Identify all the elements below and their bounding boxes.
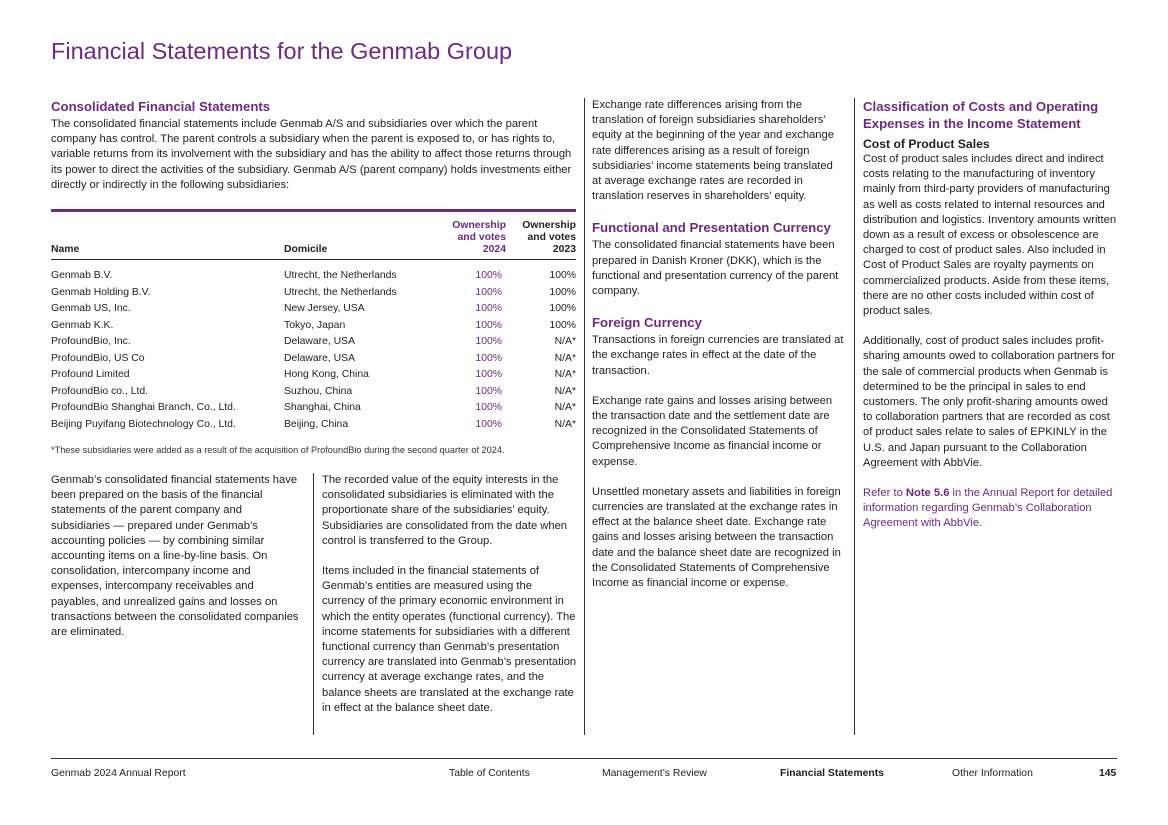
cell-ownership-2023: N/A* — [554, 418, 576, 430]
page-title: Financial Statements for the Genmab Group — [51, 38, 513, 64]
page-number: 145 — [1099, 768, 1117, 779]
cell-name: Profound Limited — [51, 369, 130, 380]
functional-currency-heading: Functional and Presentation Currency — [592, 220, 831, 236]
cell-ownership-2024: 100% — [475, 319, 502, 331]
table-row — [51, 285, 576, 302]
header-ownership-2023-text: Ownership and votes 2023 — [522, 220, 576, 255]
cell-ownership-2023: 100% — [549, 303, 576, 314]
cell-ownership-2024: 100% — [475, 369, 502, 380]
profit-sharing-text: Additionally, cost of product sales includes profit-sharing amounts owed to collaboration partners for the sale of commercial products when Genmab is determined to be the principal in sales to end customers. The only profit-sharing amounts owed to collaboration partners that are recorded as cost of product sales relate to sales of EPKINLY in the U.S. and Japan pursuant to the Collaboration Agreement with AbbVie. — [863, 335, 1115, 469]
consolidated-heading: Consolidated Financial Statements — [51, 99, 271, 114]
table-row — [51, 301, 576, 318]
footer-nav-other-information[interactable]: Other Information — [952, 768, 1033, 779]
header-domicile: Domicile — [284, 212, 430, 260]
cell-ownership-2024: 100% — [475, 336, 502, 347]
paragraph-gap — [863, 471, 1118, 486]
table-row — [51, 367, 576, 384]
table-row — [51, 384, 576, 401]
cell-name: Genmab Holding B.V. — [51, 286, 151, 298]
table-row — [51, 400, 576, 417]
column-3 — [592, 98, 844, 591]
cost-of-product-sales-subheading: Cost of Product Sales — [863, 137, 990, 151]
cell-domicile: Utrecht, the Netherlands — [284, 270, 397, 281]
footer-nav-table-of-contents[interactable]: Table of Contents — [449, 768, 530, 779]
cell-domicile: Delaware, USA — [284, 336, 356, 347]
cell-name: Beijing Puyifang Biotechnology Co., Ltd. — [51, 418, 236, 430]
column-divider-1 — [313, 473, 314, 735]
cell-domicile: New Jersey, USA — [284, 303, 365, 314]
cell-ownership-2023: 100% — [549, 286, 576, 298]
translation-reserves-text: Exchange rate differences arising from the translation of foreign subsidiaries shareholders’ equity at the beginning of the year and exchange rate differences arising as a result of foreign subsidiaries’ income statements being translated at average exchange rates are recorded in translation reserves in shareholders’ equity. — [592, 99, 834, 203]
cell-ownership-2023: N/A* — [554, 385, 576, 397]
cell-domicile: Shanghai, China — [284, 402, 361, 413]
cell-ownership-2024: 100% — [475, 418, 502, 430]
column-4 — [863, 98, 1118, 532]
cell-name: ProfoundBio Shanghai Branch, Co., Ltd. — [51, 402, 236, 413]
cell-domicile: Beijing, China — [284, 418, 349, 430]
cell-ownership-2024: 100% — [475, 402, 502, 413]
equity-elimination-text: The recorded value of the equity interests in the consolidated subsidiaries is eliminated with the proportionate share of the subsidiaries’ equity. Subsidiaries are consolidated from the date when control is transferred to the Group. — [322, 474, 568, 547]
functional-currency-measurement-text: Items included in the financial statements of Genmab’s entities are measured using the currency of the primary economic environment in which the entity operates (functional currency). The income statements for subsidiaries with a different functional currency than Genmab’s presentation currency are translated into Genmab’s presentation currency at average exchange rates, and the balance sheets are translated at the exchange rate in effect at the balance sheet date. — [322, 565, 577, 714]
consolidation-basis-text: Genmab’s consolidated financial statements have been prepared on the basis of the financial statements of the parent company and subsidiaries — prepared under Genmab’s accounting policies — by combining similar accounting items on a line-by-line basis. On consolidation, intercompany income and expenses, intercompany receivables and payables, and unrealized gains and losses on transactions between the consolidated companies are eliminated. — [51, 474, 299, 639]
cell-ownership-2024: 100% — [475, 352, 502, 364]
column-1 — [51, 473, 301, 640]
cell-ownership-2023: N/A* — [554, 352, 576, 364]
subsidiaries-table — [51, 209, 576, 433]
foreign-currency-text-2: Exchange rate gains and losses arising between the transaction date and the settlement date are recognized in the Consolidated Statements of Comprehensive Income as financial income or expense. — [592, 394, 833, 468]
paragraph-gap — [592, 470, 844, 485]
header-name: Name — [51, 212, 284, 260]
footer-rule — [51, 758, 1117, 759]
note-reference-post: in the Annual Report for detailed information regarding Genmab’s Collaboration Agreement with AbbVie. — [863, 487, 1113, 530]
cell-domicile: Delaware, USA — [284, 352, 356, 364]
cell-ownership-2024: 100% — [475, 303, 502, 314]
cell-ownership-2023: N/A* — [554, 402, 576, 413]
cell-ownership-2024: 100% — [475, 270, 502, 281]
table-footnote: *These subsidiaries were added as a result of the acquisition of ProfoundBio during the second quarter of 2024. — [51, 445, 505, 455]
note-reference-pre: Refer to — [863, 487, 906, 500]
foreign-currency-text-3: Unsettled monetary assets and liabilities in foreign currencies are translated at the exchange rates in effect at the balance sheet date. Exchange rate gains and losses arising between the transaction date and the balance sheet date are recognized in the Consolidated Statements of Comprehensive Income as financial income or expense. — [592, 485, 841, 590]
cost-classification-heading: Classification of Costs and Operating Expenses in the Income Statement — [863, 99, 1099, 131]
paragraph-gap — [592, 299, 844, 314]
cell-ownership-2024: 100% — [475, 385, 502, 397]
table-row — [51, 417, 576, 434]
table-row — [51, 351, 576, 368]
cell-domicile: Utrecht, the Netherlands — [284, 286, 397, 298]
column-divider-3 — [854, 98, 855, 735]
cell-ownership-2023: 100% — [549, 319, 576, 331]
cell-name: Genmab K.K. — [51, 319, 114, 331]
cell-name: ProfoundBio, Inc. — [51, 336, 131, 347]
header-ownership-2023 — [506, 212, 576, 260]
consolidated-section — [51, 98, 576, 193]
cell-domicile: Suzhou, China — [284, 385, 353, 397]
footer-report-title: Genmab 2024 Annual Report — [51, 768, 186, 779]
cell-ownership-2023: N/A* — [554, 369, 576, 380]
paragraph-gap — [592, 379, 844, 394]
footer-nav-financial-statements[interactable]: Financial Statements — [780, 768, 884, 779]
foreign-currency-heading: Foreign Currency — [592, 315, 702, 331]
cell-name: Genmab US, Inc. — [51, 303, 131, 314]
cell-name: ProfoundBio co., Ltd. — [51, 385, 149, 397]
note-reference — [863, 486, 1118, 532]
footer-nav-managements-review[interactable]: Management’s Review — [602, 768, 707, 779]
functional-currency-text: The consolidated financial statements have been prepared in Danish Kroner (DKK), which is the functional and presentation currency of the parent company. — [592, 239, 839, 298]
table-row — [51, 334, 576, 351]
header-ownership-2024 — [430, 212, 506, 260]
table-row — [51, 260, 576, 285]
column-divider-2 — [584, 98, 585, 735]
cell-ownership-2023: N/A* — [554, 336, 576, 347]
consolidated-intro: The consolidated financial statements include Genmab A/S and subsidiaries over which the parent company has control. The parent controls a subsidiary when the parent is exposed to, or has rights to, variable returns from its involvement with the subsidiary and has the ability to affect those returns through its power to direct the activities of the subsidiary. Genmab A/S (parent company) holds investments either directly or indirectly in the following subsidiaries: — [51, 118, 572, 191]
cell-ownership-2023: 100% — [549, 270, 576, 281]
note-5-6-link[interactable]: Note 5.6 — [905, 487, 950, 500]
paragraph-gap — [592, 204, 844, 219]
table-header-row — [51, 212, 576, 260]
cost-of-product-sales-text: Cost of product sales includes direct and indirect costs relating to the manufacturing of inventory mainly from third-party providers of manufacturing as well as costs related to internal resources and distribution and logistics. Inventory amounts written down as a result of excess or obsolescence are charged to cost of product sales. Also included in Cost of Product Sales are royalty payments on commercialized products. Aside from these items, there are no other costs included within cost of product sales. — [863, 153, 1117, 318]
table-row — [51, 318, 576, 335]
paragraph-gap — [863, 319, 1118, 334]
cell-ownership-2024: 100% — [475, 286, 502, 298]
column-2 — [322, 473, 577, 716]
foreign-currency-text-1: Transactions in foreign currencies are translated at the exchange rates in effect at the date of the transaction. — [592, 334, 844, 377]
paragraph-gap — [322, 549, 577, 564]
cell-domicile: Tokyo, Japan — [284, 319, 346, 331]
header-ownership-2024-text: Ownership and votes 2024 — [452, 220, 506, 255]
cell-name: ProfoundBio, US Co — [51, 352, 145, 364]
cell-domicile: Hong Kong, China — [284, 369, 369, 380]
cell-name: Genmab B.V. — [51, 270, 113, 281]
